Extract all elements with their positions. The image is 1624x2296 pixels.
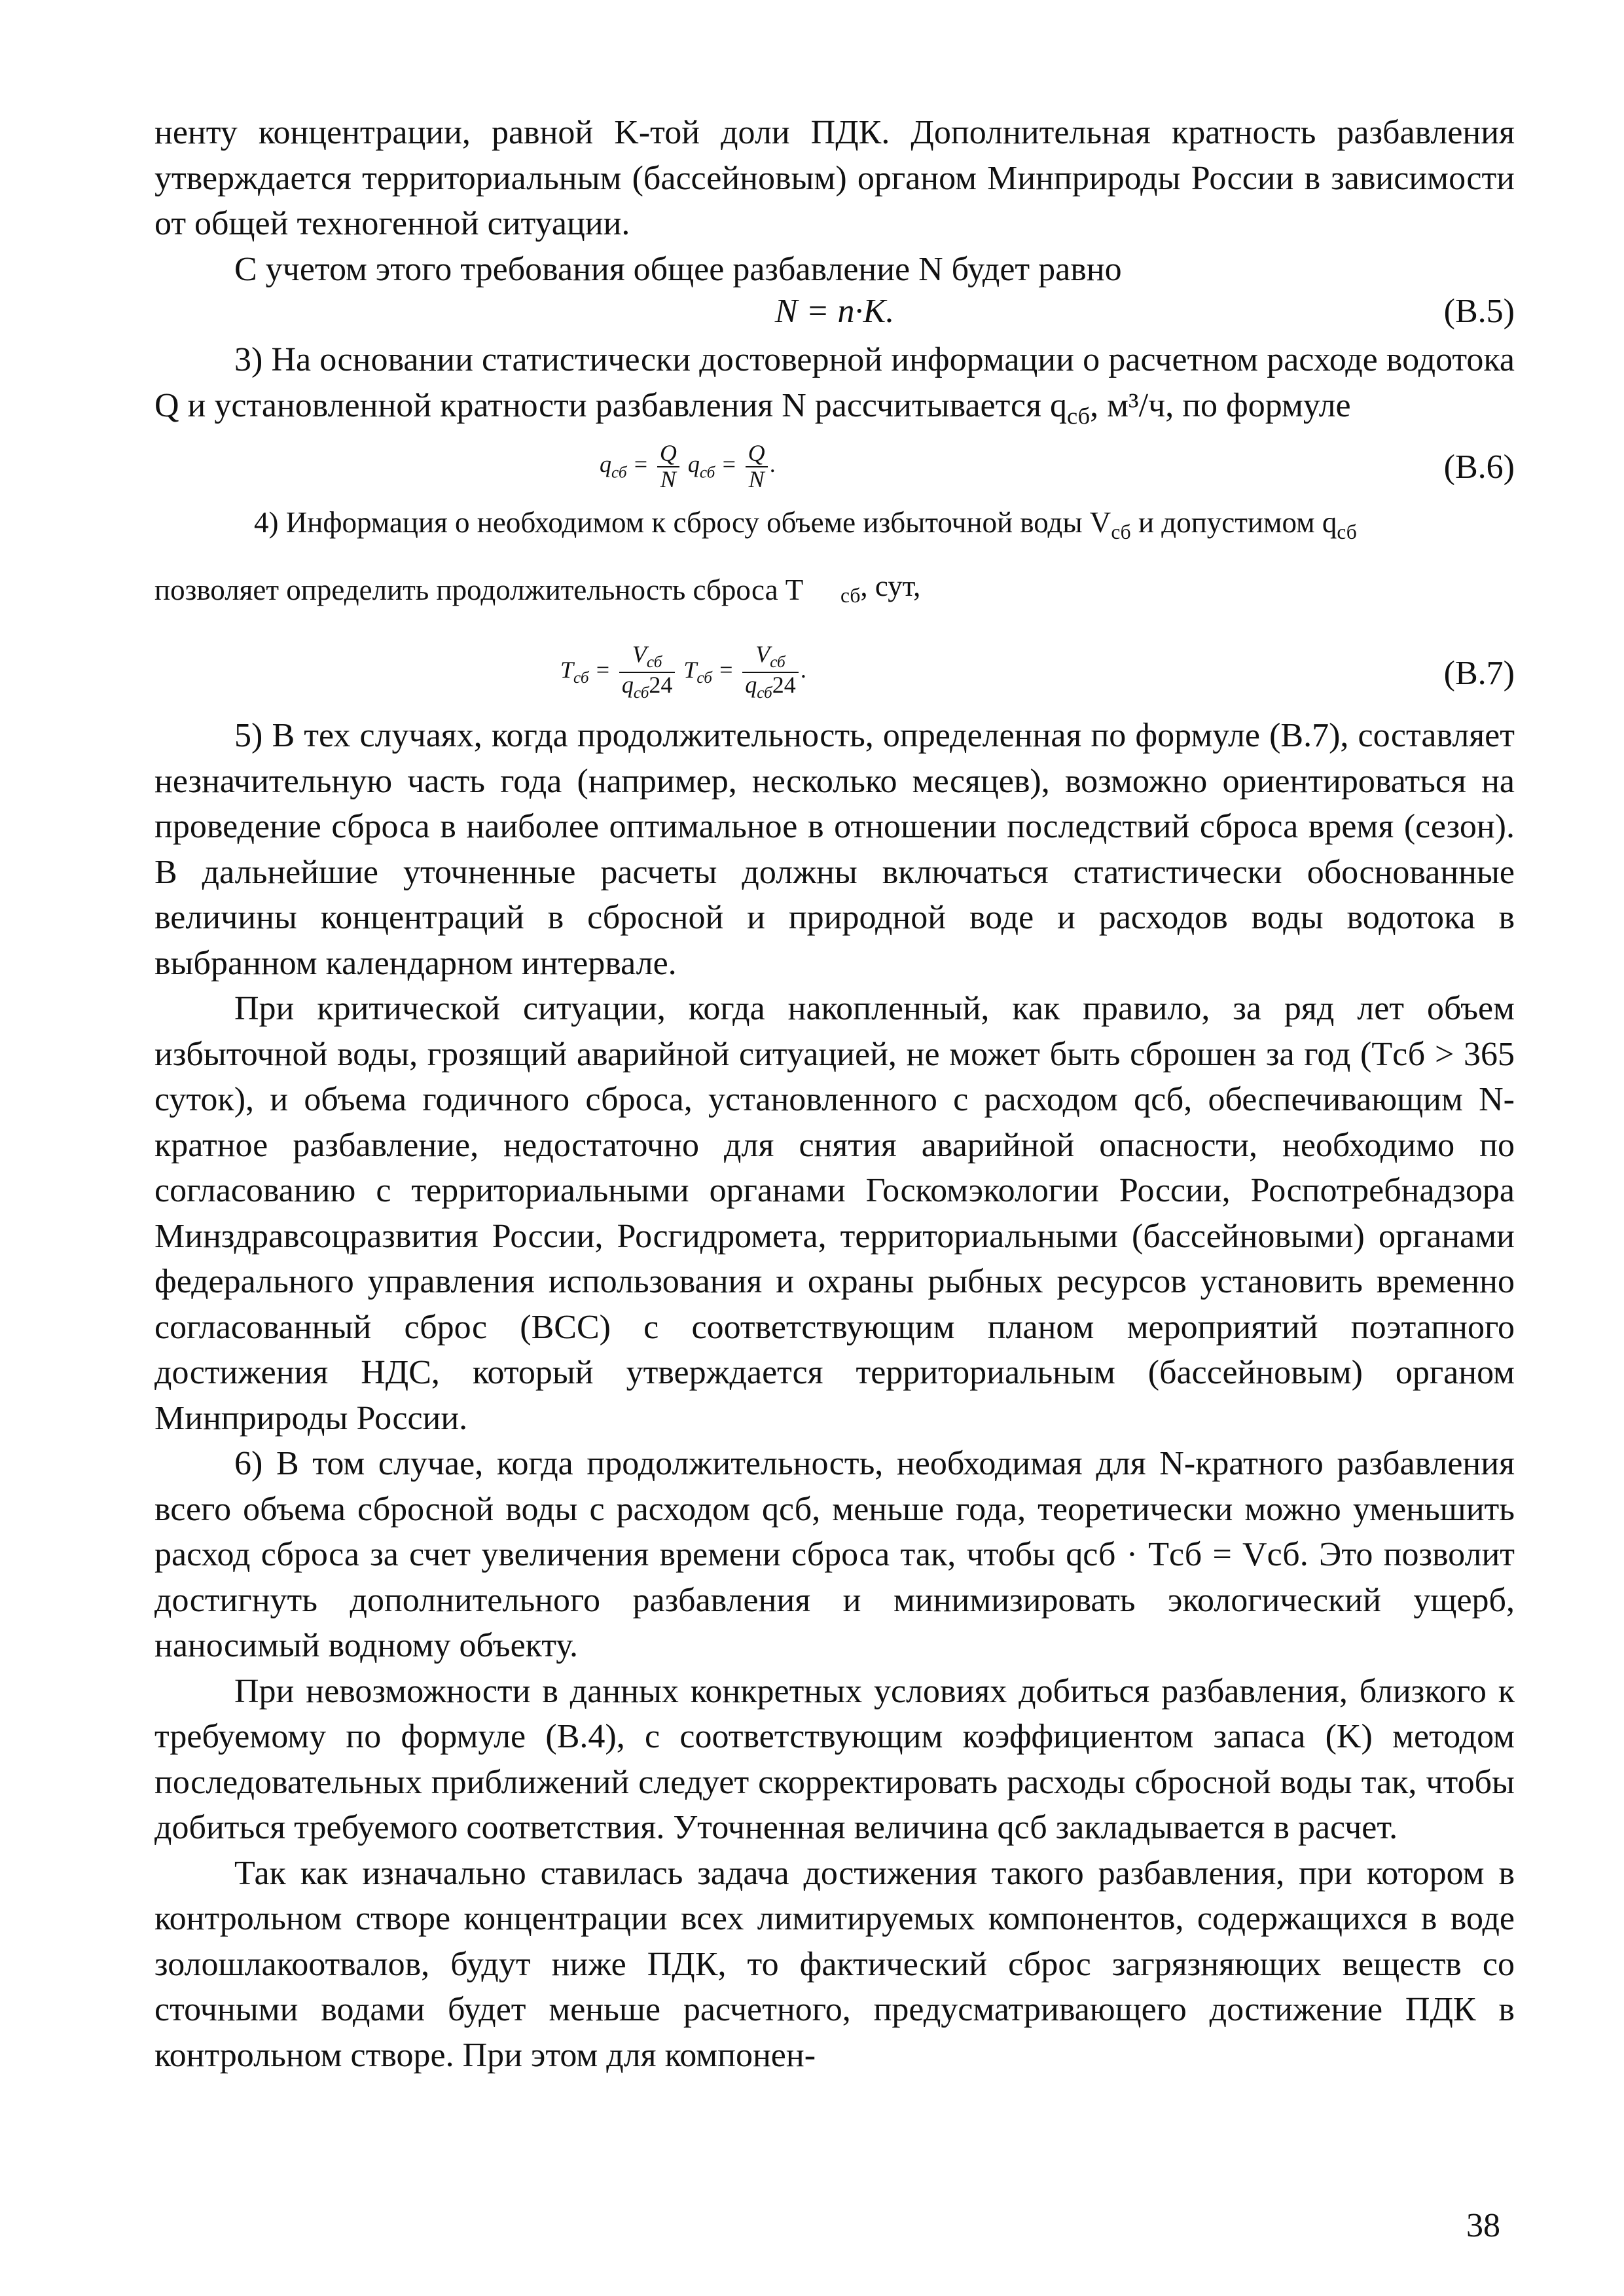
b6-lhs: q (600, 451, 611, 478)
formula-b5-number: (В.5) (1443, 293, 1515, 330)
p4-mid: и допустимом q (1130, 506, 1337, 539)
formula-b6-number: (В.6) (1443, 448, 1515, 486)
formula-b5 (154, 292, 1515, 337)
paragraph-8: При невозможности в данных конкретных условиях добиться разбавления, близкого к требуемому по формуле (В.4), с соответствующим коэффициентом запаса (K) методом последовательных приближений следует скорректировать расходы сбросной воды так, чтобы добиться требуемого соответствия. Уточненная величина qсб закладывается в расчет. (154, 1672, 1515, 1847)
formula-b7-row (154, 642, 1515, 713)
b7-bot-24-2: 24 (772, 672, 796, 699)
b7-lhs-sub: сб (573, 669, 589, 687)
b7-frac1-den (619, 673, 676, 702)
b7-bot-q-2: q (745, 672, 757, 699)
p4-end: , сут, (860, 570, 921, 603)
b7-lhs-sub-2: сб (696, 669, 712, 687)
b7-frac2-den (742, 673, 799, 702)
paragraph-1: ненту концентрации, равной K-той доли ПДК. Дополнительная кратность разбавления утверждается территориальным (бассейновым) органом Минприроды России в зависимости от общей техногенной ситуации. (154, 114, 1515, 242)
p4-sub2: сб (1337, 520, 1357, 544)
b7-top-v-2: V (755, 641, 770, 668)
paragraph-9: Так как изначально ставилась задача достижения такого разбавления, при котором в контрольном створе концентрации всех лимитируемых компонентов, содержащихся в воде золошлакоотвалов, будут ниже ПДК, то фактический сброс загрязняющих веществ со сточными водами будет меньше расчетного, предусматривающего достижение ПДК в контрольном створе. При этом для компонен- (154, 1854, 1515, 2074)
paragraph-3 (154, 337, 1515, 439)
b6-lhs-sub: сб (611, 464, 627, 482)
b7-top-sub-2: сб (770, 653, 785, 672)
p4-a: 4) Информация о необходимом к сбросу объеме избыточной воды V (254, 506, 1111, 539)
b6-frac2-num: Q (746, 441, 768, 467)
p4-end-wrap (840, 569, 920, 608)
paragraph-3-sub: сб (1067, 402, 1091, 429)
page-number: 38 (1466, 2207, 1500, 2244)
b6-fraction-2 (746, 441, 768, 492)
formula-b7-expression: $T_{сб}$ = $\frac{V_{сб}}{q_{сб}24}$ $T_{сб}$ = $\frac{V_{сб}}{q_{сб}24}$ . (560, 641, 807, 702)
formula-b7-number: (В.7) (1443, 655, 1515, 693)
b7-fraction-2 (742, 642, 799, 702)
b7-bot-sub-2: сб (757, 684, 772, 702)
b7-bot-24: 24 (649, 672, 673, 699)
paragraph-3-tail: , м³/ч, по формуле (1090, 386, 1351, 424)
b7-bot-q: q (621, 672, 634, 699)
b6-lhs-2: q (687, 451, 700, 478)
formula-b6-expression: $q_{сб}$ = $\frac{Q}{N}$ $q_{сб}$ = $\frac{Q}{N}$ . (600, 440, 776, 493)
b6-frac1-num: Q (657, 441, 679, 467)
paragraph-2: С учетом этого требования общее разбавление N будет равно (234, 250, 1122, 288)
formula-b6 (154, 439, 1515, 499)
b7-frac2-num (742, 642, 799, 673)
formula-b7 (154, 572, 1515, 642)
b7-lhs: T (560, 657, 574, 683)
document-page (154, 110, 1515, 2078)
b7-top-v: V (632, 641, 647, 668)
b7-top-sub: сб (646, 653, 662, 672)
formula-b5-text: N = n·K. (774, 293, 895, 330)
b7-frac1-num (619, 642, 676, 673)
b6-frac1-den: N (660, 466, 676, 493)
p4-tail: позволяет определить продолжительность сброса T (154, 574, 804, 607)
b7-bot-sub: сб (633, 684, 649, 702)
b6-frac2-den: N (748, 466, 765, 493)
b7-fraction-1 (619, 642, 676, 702)
paragraph-3-text: 3) На основании статистически достоверной информации о расчетном расходе водотока Q и установленной кратности разбавления N рассчитывается q (154, 341, 1515, 424)
p4-sub3: сб (840, 584, 861, 608)
b6-fraction-1 (657, 441, 679, 492)
p4-sub1: сб (1111, 520, 1131, 544)
paragraph-5: 5) В тех случаях, когда продолжительность, определенная по формуле (В.7), составляет незначительную часть года (например, несколько месяцев), возможно ориентироваться на проведение сброса в наиболее оптимальное в отношении последствий сброса время (сезон). В дальнейшие уточненные расчеты должны включаться статистически обоснованные величины концентраций в сбросной и природной воде и расходов воды водотока в выбранном календарном интервале. (154, 717, 1515, 982)
b6-lhs-sub-2: сб (699, 464, 715, 482)
paragraph-6: При критической ситуации, когда накопленный, как правило, за ряд лет объем избыточной воды, грозящий аварийной ситуацией, не может быть сброшен за год (Tсб > 365 суток), и объема годичного сброса, установленного с расходом qсб, обеспечивающим N-кратное разбавление, недостаточно для снятия аварийной опасности, необходимо по согласованию с территориальными органами Госкомэкологии России, Роспотребнадзора Минздравсоцразвития России, Росгидромета, территориальными (бассейновыми) органами федерального управления использования и охраны рыбных ресурсов установить временно согласованный сброс (ВСС) с соответствующим планом мероприятий поэтапного достижения НДС, который утверждается территориальным (бассейновым) органом Минприроды России. (154, 990, 1515, 1437)
paragraph-7: 6) В том случае, когда продолжительность, необходимая для N-кратного разбавления всего объема сбросной воды с расходом qсб, меньше года, теоретически можно уменьшить расход сброса за счет увеличения времени сброса так, чтобы qсб · Tсб = Vсб. Это позволит достигнуть дополнительного разбавления и минимизировать экологический ущерб, наносимый водному объекту. (154, 1445, 1515, 1665)
b7-lhs-2: T (683, 657, 697, 683)
